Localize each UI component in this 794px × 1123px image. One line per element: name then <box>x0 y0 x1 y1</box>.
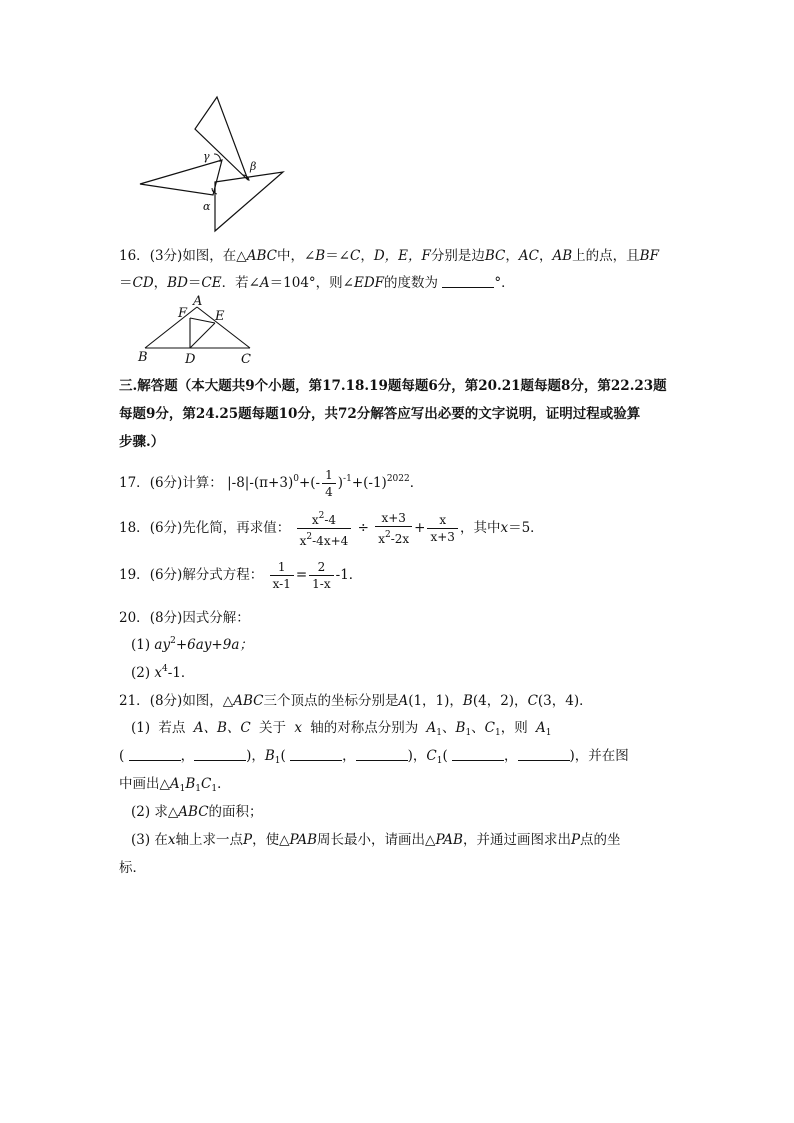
q16-text: ＝ <box>187 275 202 291</box>
q16-abc: ABC <box>246 248 277 264</box>
q21-text: B <box>264 748 275 764</box>
q18-fraction-1 <box>297 508 352 549</box>
fig16-label-B: B <box>138 350 148 365</box>
q17 <box>119 462 423 500</box>
q21-text: ，使△ <box>252 832 290 848</box>
q21-text: A <box>536 720 546 736</box>
q16-line2 <box>119 271 515 291</box>
q21-text: )，并在图 <box>569 748 629 764</box>
q21-line1 <box>119 689 593 709</box>
q19-part: -1． <box>335 567 363 583</box>
fig16-label-D: D <box>185 352 196 367</box>
q20-item2 <box>131 661 194 681</box>
q19-fraction-1 <box>270 559 294 592</box>
q21-sub3-line2: 标． <box>119 860 146 876</box>
fig16-label-A: A <box>193 294 203 309</box>
q21-text: )， <box>246 748 265 764</box>
fig15-gamma: γ <box>203 150 210 163</box>
q21-text: B <box>185 776 196 792</box>
q21-A: A <box>398 693 409 709</box>
q21-abc: ABC <box>233 693 264 709</box>
fig16-BA <box>145 307 197 348</box>
q16-cd: CD <box>132 275 154 291</box>
q21-text: A、B、C <box>193 720 251 736</box>
q18-part: x <box>427 512 457 529</box>
q21-sub2 <box>131 800 263 820</box>
q21-sub1-line1 <box>131 716 552 738</box>
q21-blank-B1y[interactable] <box>356 748 408 761</box>
q19-part: 1-x <box>312 577 331 591</box>
q21-number: 21． <box>119 693 150 709</box>
q21-text: (3，4)． <box>537 693 593 709</box>
q16-edf: EDF <box>354 275 385 291</box>
q21-text: 的面积； <box>208 804 263 820</box>
q21-sub3-line1 <box>131 828 621 848</box>
q21-text: 三个顶点的坐标分别是 <box>263 693 399 709</box>
q21-text: (3) 在 <box>131 832 168 848</box>
q18-exp: 2 <box>306 532 313 542</box>
q21-text: P <box>243 832 253 848</box>
q17-exp: 2022 <box>386 474 410 484</box>
q18-part: x <box>299 534 307 548</box>
q18-part: x+3 <box>375 510 412 527</box>
q21-sub: 1 <box>436 756 443 766</box>
fig15-upper-triangle <box>195 97 248 180</box>
q16-bc: BC <box>484 248 506 264</box>
q18-label: 先化简，再求值： <box>182 520 291 536</box>
q21-text: B <box>455 720 466 736</box>
q18-part: x+3 <box>430 530 455 544</box>
q18-part: x <box>311 513 319 527</box>
q17-expression <box>227 468 424 499</box>
q18-part: x <box>378 532 385 546</box>
q17-part: +(-1) <box>351 475 387 491</box>
q18-div: ÷ <box>357 520 369 536</box>
q20-line <box>119 606 250 626</box>
q16-score: (3分) <box>149 248 183 264</box>
q21-text: 、 <box>442 720 456 736</box>
q18-part: -2x <box>390 532 410 546</box>
q20-item-number: (1) <box>131 637 151 653</box>
q16-text: ， <box>505 248 519 264</box>
q16-text: ＝∠ <box>325 248 350 264</box>
q17-part: ) <box>337 475 344 491</box>
q21-text: (1，1)， <box>408 693 463 709</box>
q16-def: D，E，F <box>373 248 431 264</box>
q21-text: (2) 求△ <box>131 804 179 820</box>
q18-number: 18． <box>119 520 150 536</box>
q16-text: ， <box>539 248 553 264</box>
q19-part: 2 <box>309 559 333 576</box>
q16-ce: CE <box>201 275 222 291</box>
q16-text: ．若∠ <box>221 275 260 291</box>
q17-label: 计算： <box>182 475 223 491</box>
q21-B: B <box>462 693 473 709</box>
q20-score: (8分) <box>149 610 183 626</box>
q16-text: 中，∠ <box>276 248 316 264</box>
q18-part: -4 <box>324 513 337 527</box>
q17-part: |-8|-(π+3) <box>227 475 294 491</box>
q19-part: x-1 <box>272 577 291 591</box>
q18-part: ，其中 <box>459 520 501 536</box>
q16-text: 如图，在△ <box>182 248 247 264</box>
q16-text: ＝ <box>119 275 133 291</box>
q21-text: (1) 若点 <box>131 720 186 736</box>
q21-sub: 1 <box>465 728 472 738</box>
q21-text: A <box>426 720 437 736</box>
q21-blank-C1y[interactable] <box>518 748 570 761</box>
q20-exp: 2 <box>170 636 176 646</box>
fig16-label-F: F <box>178 306 188 321</box>
q18 <box>119 508 544 549</box>
q21-text: ， <box>342 748 356 764</box>
q21-text: ，则 <box>500 720 528 736</box>
q16-answer-blank[interactable] <box>442 275 494 288</box>
q17-part: +(- <box>298 475 321 491</box>
q21-text: ( <box>442 748 448 764</box>
q17-exp: -1 <box>343 474 352 484</box>
q17-fraction <box>322 467 336 500</box>
q21-text: 周长最小，请画出△ <box>317 832 436 848</box>
fig15-beta: β <box>250 160 257 173</box>
q16-b: B <box>315 248 326 264</box>
q21-text: 轴的对称点分别为 <box>310 720 419 736</box>
q21-sub: 1 <box>274 756 281 766</box>
q16-text: 分别是边 <box>430 248 485 264</box>
q21-blank-C1x[interactable] <box>452 748 504 761</box>
q21-sub: 1 <box>195 784 202 794</box>
q18-plus: + <box>414 520 426 536</box>
q19-eq: = <box>295 567 308 583</box>
q20-number: 20． <box>119 610 150 626</box>
q18-exp: 2 <box>384 530 391 540</box>
q21-sub1-line3 <box>119 772 231 794</box>
section3-line3: 步骤.） <box>119 434 165 450</box>
fig16-triangle <box>135 293 260 368</box>
q17-score: (6分) <box>149 475 183 491</box>
q21-text: P <box>570 832 581 848</box>
q21-text: A <box>169 776 180 792</box>
q20-item-number: (2) <box>131 665 151 681</box>
q21-sub: 1 <box>495 728 501 738</box>
section3-line1: 三.解答题（本大题共9个小题，第17.18.19题每题6分，第20.21题每题8分，第22.23题 <box>119 378 667 394</box>
q18-part: -4x+4 <box>312 534 349 548</box>
q21-text: x <box>167 832 176 848</box>
q16-line1 <box>119 244 659 264</box>
q19-score: (6分) <box>149 567 183 583</box>
q18-fraction-3 <box>427 512 457 545</box>
q21-text: ( <box>280 748 286 764</box>
q20-expr: +6ay+9a； <box>175 637 253 653</box>
section3-line2: 每题9分，第24.25题每题10分，共72分解答应写出必要的文字说明，证明过程或验算 <box>119 406 641 422</box>
q21-text: PAB <box>435 832 463 848</box>
q21-text: ． <box>217 776 231 792</box>
q19-fraction-2 <box>309 559 333 592</box>
q16-ab: AB <box>552 248 573 264</box>
q21-C: C <box>527 693 538 709</box>
q21-text: ( <box>119 748 125 764</box>
q21-text: ， <box>180 748 195 764</box>
q21-sub: 1 <box>545 728 552 738</box>
q21-text: x <box>294 720 302 736</box>
q21-text: ，并通过画图求出 <box>462 832 571 848</box>
q21-text: 、 <box>471 720 485 736</box>
q18-x: x <box>500 520 509 536</box>
q21-sub: 1 <box>211 784 218 794</box>
q18-part: ＝5． <box>508 520 544 536</box>
q20-expr: -1． <box>167 665 195 681</box>
q21-text: 中画出△ <box>119 776 170 792</box>
q16-text: °． <box>494 275 515 291</box>
q21-text: ABC <box>178 804 209 820</box>
q21-text: )， <box>407 748 427 764</box>
q20-expr: x <box>154 665 163 681</box>
q19-part: 1 <box>270 559 294 576</box>
q16-text: 的度数为 <box>384 275 439 291</box>
q17-number: 17． <box>119 475 150 491</box>
q21-text: (4，2)， <box>472 693 528 709</box>
q21-text: C <box>426 748 437 764</box>
q17-frac-den: 4 <box>325 485 333 499</box>
q20-exp: 4 <box>162 664 168 674</box>
q19 <box>119 558 362 592</box>
q21-text: C <box>484 720 496 736</box>
q16-text: ， <box>360 248 374 264</box>
q19-number: 19． <box>119 567 150 583</box>
q16-ac: AC <box>518 248 539 264</box>
q16-bd: BD <box>167 275 188 291</box>
q21-text: C <box>201 776 212 792</box>
q21-text: ， <box>504 748 518 764</box>
q21-sub1-line2 <box>119 744 629 766</box>
q21-text: 如图，△ <box>182 693 234 709</box>
q18-score: (6分) <box>149 520 183 536</box>
q16-text: ＝104°，则∠ <box>269 275 354 291</box>
fig15-alpha: α <box>203 200 211 213</box>
q21-blank-B1x[interactable] <box>290 748 342 761</box>
q21-text: 轴上求一点 <box>175 832 244 848</box>
fig15-left-triangle <box>140 160 222 195</box>
q18-exp: 2 <box>318 511 325 521</box>
fig16-DE <box>190 323 215 348</box>
q16-a: A <box>259 275 270 291</box>
q16-bf: BF <box>639 248 659 264</box>
q21-text: 关于 <box>259 720 287 736</box>
q21-blank-A1x[interactable] <box>129 748 181 761</box>
q16-number: 16． <box>119 248 150 264</box>
q19-label: 解分式方程： <box>182 567 264 583</box>
q17-exp: 0 <box>293 474 299 484</box>
fig16-FE <box>190 318 215 323</box>
q21-text: PAB <box>289 832 318 848</box>
q16-c: C <box>350 248 361 264</box>
q18-fraction-2 <box>375 510 412 547</box>
q20-expr: ay <box>154 637 171 653</box>
q21-sub: 1 <box>436 728 443 738</box>
q20-label: 因式分解： <box>182 610 250 626</box>
q21-blank-A1y[interactable] <box>194 748 246 761</box>
q16-text: ， <box>153 275 168 291</box>
q21-sub: 1 <box>179 784 186 794</box>
q20-item1 <box>131 633 253 653</box>
fig16-label-E: E <box>215 309 225 324</box>
q21-score: (8分) <box>149 693 183 709</box>
fig15-triangles <box>130 92 300 237</box>
q16-text: 上的点，且 <box>572 248 640 264</box>
q21-text: 点的坐 <box>580 832 621 848</box>
fig16-label-C: C <box>241 352 251 367</box>
q17-part: ． <box>409 475 424 491</box>
q17-frac-num: 1 <box>322 467 336 484</box>
